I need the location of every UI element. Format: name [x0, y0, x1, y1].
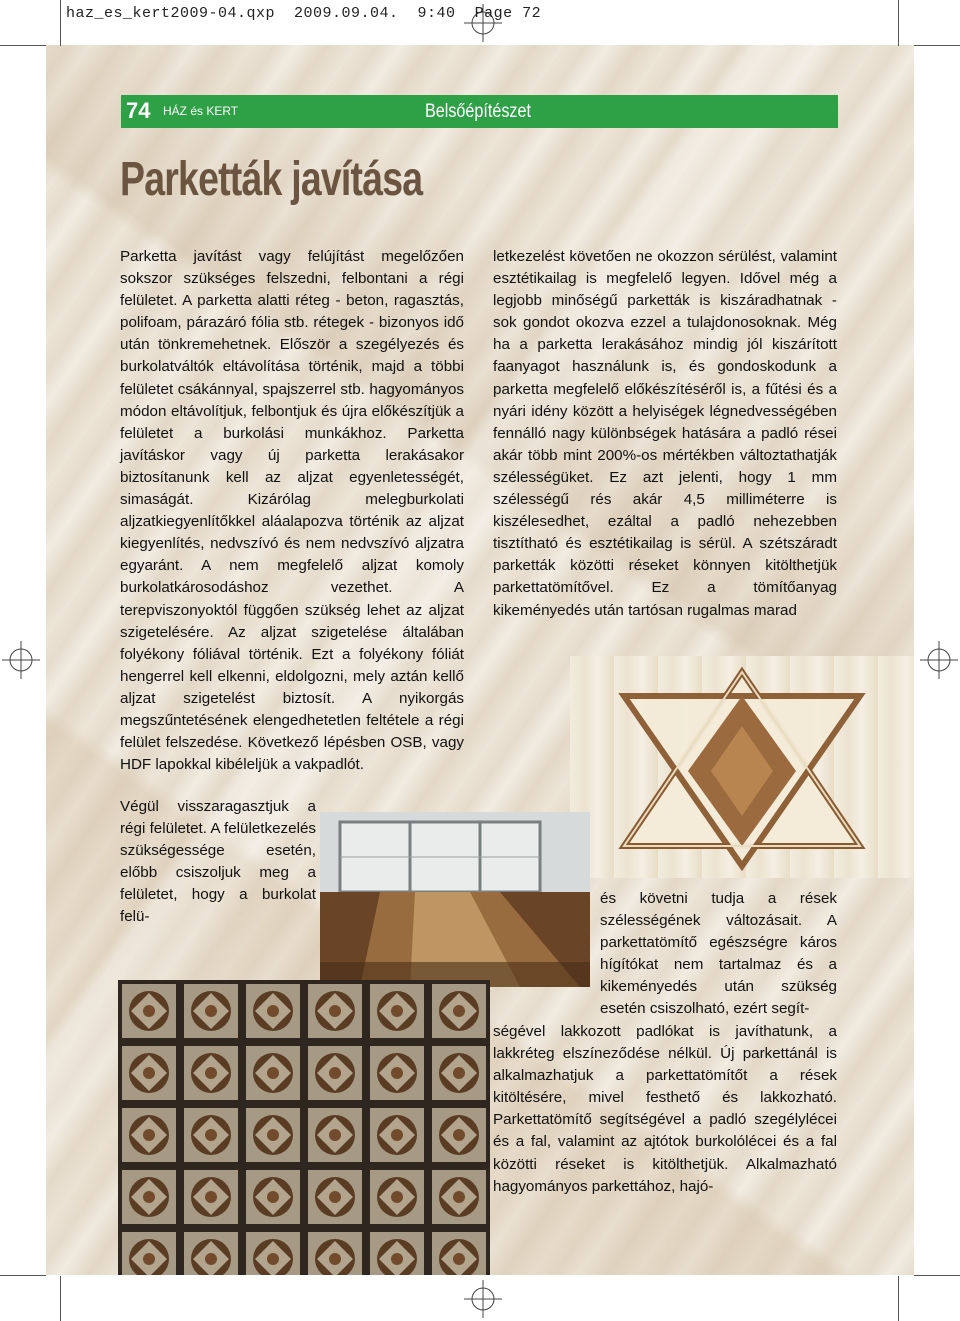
column-2-continued-text: és követni tudja a rések szélességének változásait. A parkettatömítő egészségre káros hígítókat nem tartalmaz és a kikeményedés után szükség esetén csiszolható, ezért segít-	[600, 890, 837, 1018]
registration-mark-icon	[920, 641, 958, 679]
crop-mark	[60, 0, 61, 46]
registration-mark-icon	[464, 1280, 502, 1318]
column-2-text: letkezelést követően ne okozzon sérülést, valamint esztétikailag is megfelelő legyen. Idővel még a legjobb minőségű parketták is kiszáradhatnak - sok gondot okozva ezzel a tulajdonosoknak. Még ha a parketta lerakásához mindig jól kiszárított faanyagot használunk is, és gondoskodunk a parketta megfelelő előkészítéséről is, a fűtési és a nyári idény között a helyiségek légnedvességében fennálló nagy különbségek hatására a padló rései akár több mint 200%-os mértékben változtathatják szélességüket. Ez azt jelenti, hogy 1 mm szélességű rés akár 4,5 milliméterre is kiszélesedhet, ezáltal a padló nehezebben tisztítható és esztétikailag is sérül. A szétszáradt parketták közötti réseket könnyen kitölthetjük parkettatömítővel. Ez a tömítőanyag kikeményedés után tartósan rugalmas marad	[493, 248, 837, 619]
crop-mark	[914, 45, 960, 46]
column-2-end-text: ségével lakkozott padlókat is javíthatunk, a lakkréteg elszíneződése nélkül. Új parkettánál is alkalmazhatjuk a parkettatömítőt a rések kitöltésére, mivel festhető és lakkozható. Parkettatömítő segítségével a padló szegélylécei és a fal, valamint az ajtótok burkolólécei és a fal közötti réseket is kitölthetjük. Alkalmazható hagyományos parkettához, hajó-	[493, 1023, 837, 1195]
crop-mark	[0, 1275, 46, 1276]
registration-mark-icon	[2, 641, 40, 679]
section-title: Belsőépítészet	[425, 101, 531, 122]
crop-mark	[914, 1275, 960, 1276]
room-floor-photo	[320, 812, 590, 987]
magazine-name: HÁZ és KERT	[163, 104, 239, 118]
crop-mark	[898, 1276, 899, 1321]
crop-mark	[898, 0, 899, 46]
column-1-continued-text: Végül visszaragasztjuk a régi felületet. A felületkezelés szükségessége esetén, előbb csiszoljuk meg a felületet, hogy a burkolat felü-	[120, 798, 316, 926]
star-inlay-photo	[570, 656, 914, 878]
crop-mark	[0, 45, 46, 46]
page-number: 74	[126, 98, 151, 123]
column-1-text: Parketta javítást vagy felújítást megelőzően sokszor szükséges felszedni, felbontani a régi felületet. A parketta alatti réteg - beton, ragasztás, polifoam, párazáró fólia stb. rétegek - bizonyos idő után tönkremehetnek. Először a szegélyezés és burkolatváltók eltávolítása történik, majd a többi felületet csákánnyal, spajszerrel stb. hagyományos módon eltávolítjuk, felbontjuk és újra előkészítjük a felületet a burkolási munkákhoz. Parketta javításkor vagy új parketta lerakásakor biztosítanunk kell az aljzat egyenletességét, simaságát. Kizárólag melegburkolati aljzatkiegyenlítőkkel aláalapozva történik az aljzat kiegyenlítés, nedvszívó és nem nedvszívó aljzatra egyaránt. A nem megfelelő aljzat komoly burkolatkárosodáshoz vezethet. A terepviszonyoktól függően szükség lehet az aljzat szigetelésére. Az aljzat szigetelése általában folyékony fóliával történik. Ezt a folyékony fóliát hengerrel kell elkenni, eldolgozni, mely aztán kellő aljzat szigetelést biztosít. A nyikorgás megszűntetésének elengedhetetlen feltétele a régi felület felszedése. Következő lépésben OSB, vagy HDF lapokkal kibéleljük a vakpadlót.	[120, 248, 464, 774]
article-title: Parketták javítása	[120, 153, 423, 206]
parquet-tiles-photo	[118, 980, 490, 1275]
crop-mark	[60, 1276, 61, 1321]
print-slug: haz_es_kert2009-04.qxp 2009.09.04. 9:40 Page 72	[66, 5, 542, 22]
